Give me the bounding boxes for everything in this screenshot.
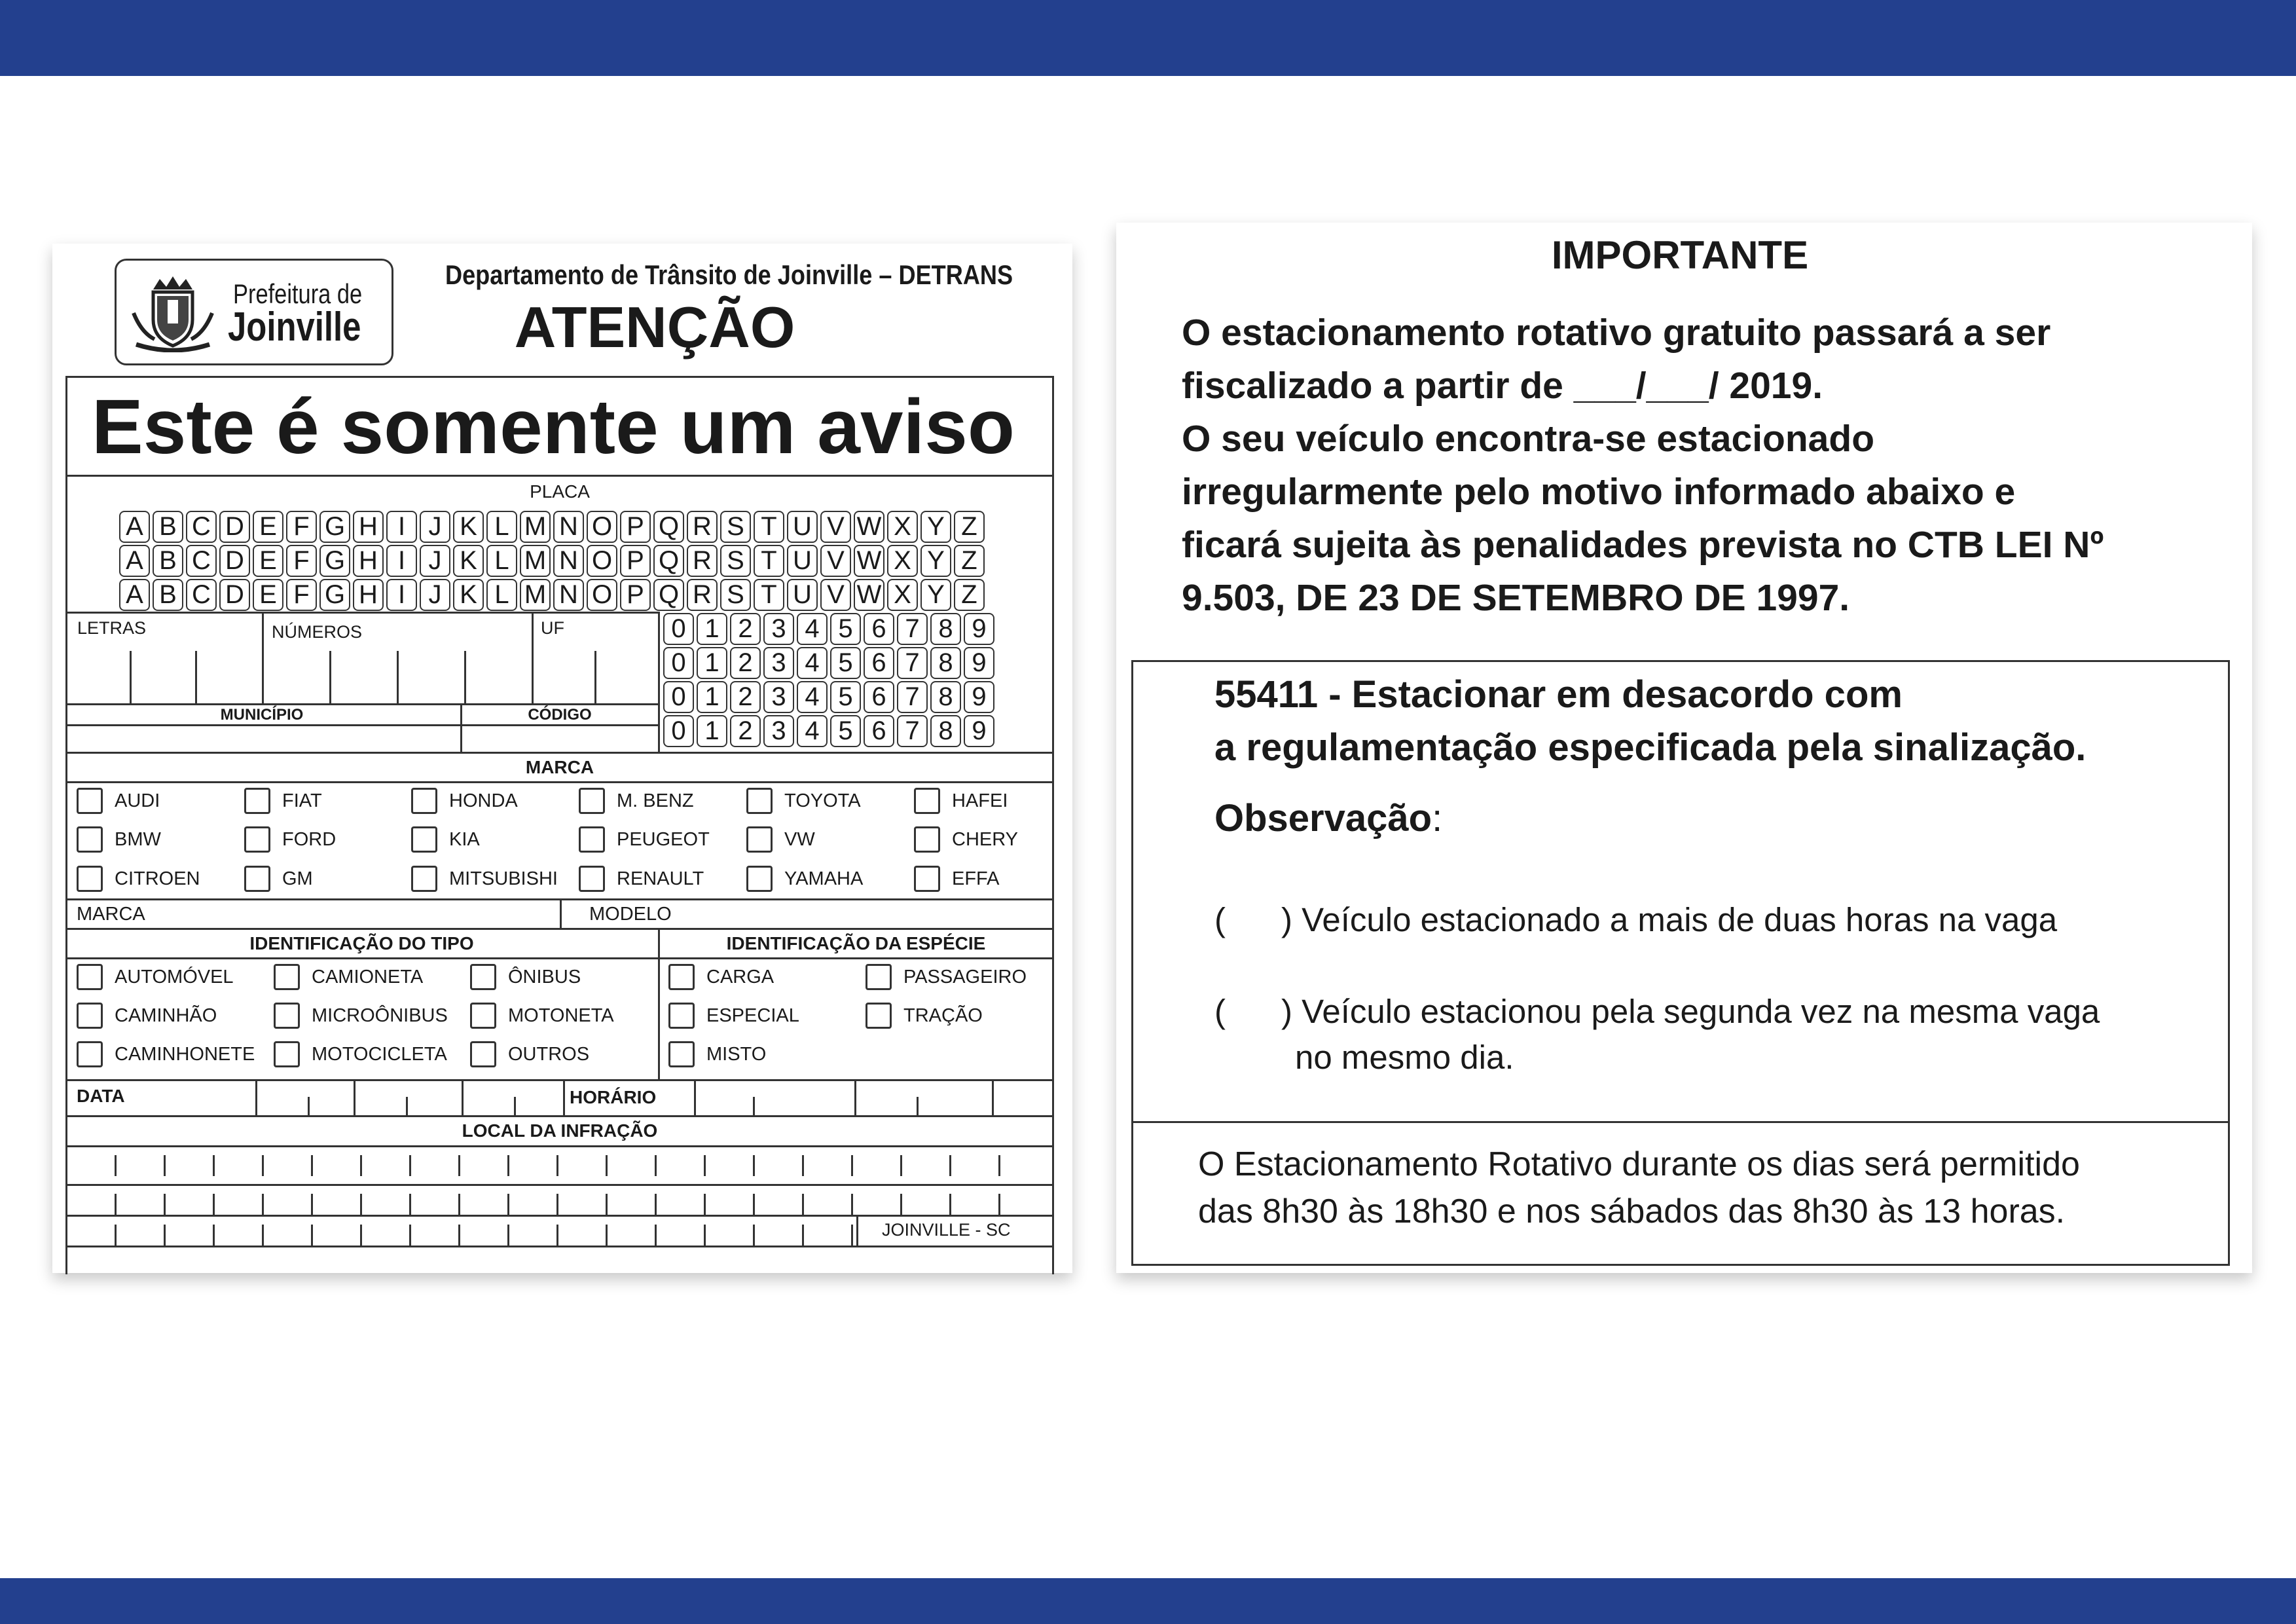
plate-letter-box[interactable]: Q — [653, 579, 684, 611]
brand-label: TOYOTA — [784, 790, 861, 811]
plate-letter-box[interactable]: O — [587, 511, 617, 543]
brand-label: M. BENZ — [617, 790, 694, 811]
plate-letter-box[interactable]: F — [286, 579, 317, 611]
plate-letter-box[interactable]: W — [854, 545, 884, 577]
plate-letter-box[interactable]: I — [386, 579, 417, 611]
plate-letter-box[interactable]: Z — [954, 511, 985, 543]
plate-digit-box[interactable]: 4 — [797, 647, 828, 679]
vehicle-type-label: CAMINHONETE — [115, 1044, 255, 1065]
plate-digit-box[interactable]: 0 — [663, 613, 694, 645]
plate-letter-box[interactable]: U — [787, 579, 818, 611]
plate-letter-box[interactable]: B — [153, 545, 183, 577]
plate-digit-box[interactable]: 3 — [763, 613, 794, 645]
plate-digit-box[interactable]: 2 — [730, 647, 761, 679]
plate-letter-box[interactable]: G — [319, 579, 350, 611]
logo-line1: Prefeitura de — [233, 278, 363, 309]
vehicle-species-label: ESPECIAL — [706, 1005, 799, 1026]
vehicle-species-label: MISTO — [706, 1044, 767, 1065]
plate-digit-box[interactable]: 2 — [730, 613, 761, 645]
vehicle-type-label: MICROÔNIBUS — [312, 1005, 448, 1026]
plate-letter-box[interactable]: D — [219, 511, 250, 543]
info-card — [1116, 223, 2252, 1273]
numbers-label: NÚMEROS — [272, 622, 363, 642]
plate-letter-box[interactable]: C — [186, 511, 217, 543]
plate-digit-box[interactable]: 6 — [864, 715, 894, 747]
plate-letter-box[interactable]: Y — [920, 511, 951, 543]
plate-digit-box[interactable]: 5 — [830, 647, 861, 679]
option-2-line2: no mesmo dia. — [1295, 1039, 1514, 1076]
brand-label: BMW — [115, 829, 161, 850]
plate-letter-box[interactable]: C — [186, 579, 217, 611]
plate-digit-box[interactable]: 9 — [964, 681, 994, 713]
plate-letter-box[interactable]: T — [754, 545, 784, 577]
vehicle-type-label: CAMINHÃO — [115, 1005, 217, 1026]
footer-line-1: O Estacionamento Rotativo durante os dias será permitido — [1198, 1145, 2080, 1183]
plate-letter-box[interactable]: R — [687, 511, 718, 543]
plate-digit-box[interactable]: 8 — [930, 613, 961, 645]
plate-digit-box[interactable]: 4 — [797, 613, 828, 645]
especie-label: IDENTIFICAÇÃO DA ESPÉCIE — [726, 933, 986, 953]
brand-label: EFFA — [952, 868, 1000, 889]
plate-letter-box[interactable]: O — [587, 545, 617, 577]
brand-label: RENAULT — [617, 868, 704, 889]
plate-digit-box[interactable]: 6 — [864, 647, 894, 679]
plate-digit-box[interactable]: 2 — [730, 681, 761, 713]
plate-letter-box[interactable]: Q — [653, 511, 684, 543]
info-line-3: O seu veículo encontra-se estacionado — [1182, 418, 1875, 460]
plate-letter-box[interactable]: Z — [954, 545, 985, 577]
plate-letter-box[interactable]: N — [553, 545, 584, 577]
brand-label: PEUGEOT — [617, 829, 710, 850]
plate-digit-box[interactable]: 5 — [830, 681, 861, 713]
plate-digit-box[interactable]: 7 — [897, 681, 928, 713]
plate-letter-box[interactable]: T — [754, 579, 784, 611]
plate-letter-box[interactable]: E — [253, 545, 283, 577]
brand-label: GM — [282, 868, 313, 889]
brand-label: CITROEN — [115, 868, 200, 889]
plate-letter-box[interactable]: D — [219, 545, 250, 577]
city-label: JOINVILLE - SC — [882, 1220, 1011, 1240]
plate-letter-box[interactable]: X — [887, 511, 918, 543]
plate-letter-box[interactable]: I — [386, 511, 417, 543]
plate-letter-box[interactable]: P — [620, 579, 651, 611]
plate-letter-box[interactable]: B — [153, 511, 183, 543]
plate-digit-box[interactable]: 1 — [697, 613, 727, 645]
plate-letter-box[interactable]: K — [453, 545, 484, 577]
plate-letter-box[interactable]: G — [319, 511, 350, 543]
plate-letter-box[interactable]: O — [587, 579, 617, 611]
plate-digit-box[interactable]: 8 — [930, 647, 961, 679]
plate-digit-box[interactable]: 3 — [763, 647, 794, 679]
brand-label: AUDI — [115, 790, 160, 811]
plate-letter-box[interactable]: Y — [920, 545, 951, 577]
plate-letter-box[interactable]: Q — [653, 545, 684, 577]
brand-label: KIA — [449, 829, 480, 850]
uf-label: UF — [541, 618, 564, 638]
plate-letter-box[interactable]: W — [854, 579, 884, 611]
brand-label: CHERY — [952, 829, 1018, 850]
brand-label: VW — [784, 829, 815, 850]
plate-digit-box[interactable]: 6 — [864, 681, 894, 713]
plate-letter-box[interactable]: L — [486, 545, 517, 577]
plate-letter-box[interactable]: H — [353, 545, 384, 577]
logo-line2: Joinville — [228, 304, 361, 350]
infraction-line-1: 55411 - Estacionar em desacordo com — [1214, 673, 1903, 716]
info-line-2: fiscalizado a partir de ___/___/ 2019. — [1182, 365, 1823, 407]
codigo-label: CÓDIGO — [528, 706, 592, 724]
plate-letter-box[interactable]: U — [787, 545, 818, 577]
brand-label: HONDA — [449, 790, 518, 811]
vehicle-type-label: AUTOMÓVEL — [115, 967, 234, 987]
plate-digit-box[interactable]: 0 — [663, 647, 694, 679]
vehicle-type-label: OUTROS — [508, 1044, 590, 1065]
vehicle-species-label: PASSAGEIRO — [903, 967, 1027, 987]
plate-letter-box[interactable]: H — [353, 511, 384, 543]
plate-letter-box[interactable]: P — [620, 511, 651, 543]
info-line-4: irregularmente pelo motivo informado abaixo e — [1182, 471, 2016, 513]
plate-letter-box[interactable]: P — [620, 545, 651, 577]
info-line-6: 9.503, DE 23 DE SETEMBRO DE 1997. — [1182, 577, 1850, 619]
plate-letter-box[interactable]: F — [286, 545, 317, 577]
local-label: LOCAL DA INFRAÇÃO — [462, 1120, 658, 1141]
plate-letter-box[interactable]: M — [520, 579, 551, 611]
plate-letter-box[interactable]: E — [253, 511, 283, 543]
plate-letter-box[interactable]: U — [787, 511, 818, 543]
plate-letter-box[interactable]: H — [353, 579, 384, 611]
plate-digit-box[interactable]: 7 — [897, 715, 928, 747]
plate-letter-box[interactable]: S — [720, 511, 751, 543]
plate-letter-box[interactable]: Y — [920, 579, 951, 611]
plate-letter-box[interactable]: S — [720, 545, 751, 577]
tipo-label: IDENTIFICAÇÃO DO TIPO — [249, 933, 474, 953]
brand-label: FIAT — [282, 790, 322, 811]
plate-digit-box[interactable]: 6 — [864, 613, 894, 645]
plate-letter-box[interactable]: F — [286, 511, 317, 543]
plate-letter-box[interactable]: A — [119, 579, 150, 611]
option-1: ( ) Veículo estacionado a mais de duas horas na vaga — [1214, 901, 2058, 938]
vehicle-type-label: MOTOCICLETA — [312, 1044, 447, 1065]
vehicle-type-label: MOTONETA — [508, 1005, 614, 1026]
plate-letter-box[interactable]: L — [486, 511, 517, 543]
plate-digit-box[interactable]: 4 — [797, 681, 828, 713]
letters-label: LETRAS — [77, 618, 147, 638]
plate-letter-box[interactable]: K — [453, 579, 484, 611]
modelo-field-label: MODELO — [589, 904, 672, 925]
plate-letter-box[interactable]: J — [420, 511, 450, 543]
plate-letter-box[interactable]: V — [820, 545, 851, 577]
department-title: Departamento de Trânsito de Joinville – DETRANS — [445, 259, 1013, 290]
municipio-label: MUNICÍPIO — [220, 706, 304, 724]
brand-label: HAFEI — [952, 790, 1008, 811]
plate-digit-box[interactable]: 0 — [663, 715, 694, 747]
brand-label: YAMAHA — [784, 868, 864, 889]
plate-digit-box[interactable]: 3 — [763, 715, 794, 747]
plate-letter-box[interactable]: W — [854, 511, 884, 543]
vehicle-species-label: TRAÇÃO — [903, 1005, 983, 1026]
plate-letter-box[interactable]: R — [687, 545, 718, 577]
plate-digit-box[interactable]: 1 — [697, 681, 727, 713]
plate-letter-box[interactable]: I — [386, 545, 417, 577]
brand-label: FORD — [282, 829, 337, 850]
plate-letter-box[interactable]: X — [887, 545, 918, 577]
plate-letter-box[interactable]: Z — [954, 579, 985, 611]
info-line-1: O estacionamento rotativo gratuito passará a ser — [1182, 312, 2051, 354]
plate-digit-box[interactable]: 9 — [964, 647, 994, 679]
plate-letter-box[interactable]: C — [186, 545, 217, 577]
plate-letter-box[interactable]: E — [253, 579, 283, 611]
vehicle-type-label: ÔNIBUS — [508, 967, 581, 987]
plate-digit-box[interactable]: 0 — [663, 681, 694, 713]
observation-label: Observação — [1214, 797, 1432, 840]
plate-digit-box[interactable]: 9 — [964, 715, 994, 747]
plate-digit-box[interactable]: 3 — [763, 681, 794, 713]
plate-letter-box[interactable]: L — [486, 579, 517, 611]
attention-title: ATENÇÃO — [514, 295, 795, 360]
plate-label: PLACA — [530, 481, 590, 502]
plate-letter-box[interactable]: V — [820, 511, 851, 543]
plate-letter-box[interactable]: G — [319, 545, 350, 577]
horario-label: HORÁRIO — [570, 1087, 657, 1107]
plate-digit-box[interactable]: 7 — [897, 647, 928, 679]
plate-letter-box[interactable]: N — [553, 511, 584, 543]
plate-letter-box[interactable]: J — [420, 545, 450, 577]
infraction-line-2: a regulamentação especificada pela sinalização. — [1214, 726, 2086, 769]
plate-digit-box[interactable]: 2 — [730, 715, 761, 747]
plate-letter-box[interactable]: R — [687, 579, 718, 611]
plate-letter-box[interactable]: T — [754, 511, 784, 543]
plate-letter-box[interactable]: K — [453, 511, 484, 543]
vehicle-species-label: CARGA — [706, 967, 774, 987]
plate-digit-box[interactable]: 7 — [897, 613, 928, 645]
plate-letter-box[interactable]: M — [520, 511, 551, 543]
plate-letter-box[interactable]: S — [720, 579, 751, 611]
plate-digit-box[interactable]: 8 — [930, 681, 961, 713]
data-label: DATA — [77, 1086, 125, 1106]
plate-digit-box[interactable]: 4 — [797, 715, 828, 747]
plate-letter-box[interactable]: A — [119, 511, 150, 543]
info-line-5: ficará sujeita às penalidades prevista no CTB LEI Nº — [1182, 524, 2104, 566]
plate-letter-box[interactable]: A — [119, 545, 150, 577]
observation-heading — [1214, 792, 1442, 845]
plate-letter-box[interactable]: M — [520, 545, 551, 577]
marca-label: MARCA — [525, 757, 594, 777]
plate-digit-box[interactable]: 5 — [830, 613, 861, 645]
plate-digit-box[interactable]: 1 — [697, 715, 727, 747]
plate-digit-box[interactable]: 9 — [964, 613, 994, 645]
brand-label: MITSUBISHI — [449, 868, 558, 889]
plate-digit-box[interactable]: 5 — [830, 715, 861, 747]
plate-letter-box[interactable]: J — [420, 579, 450, 611]
plate-letter-box[interactable]: V — [820, 579, 851, 611]
plate-letter-box[interactable]: B — [153, 579, 183, 611]
plate-digit-box[interactable]: 8 — [930, 715, 961, 747]
plate-digit-box[interactable]: 1 — [697, 647, 727, 679]
headline: Este é somente um aviso — [92, 384, 1015, 470]
observation-colon: : — [1432, 797, 1443, 840]
plate-letter-box[interactable]: D — [219, 579, 250, 611]
option-2-line1: ( ) Veículo estacionou pela segunda vez na mesma vaga — [1214, 993, 2100, 1030]
plate-letter-box[interactable]: X — [887, 579, 918, 611]
plate-letter-box[interactable]: N — [553, 579, 584, 611]
important-title: IMPORTANTE — [1551, 233, 1809, 277]
marca-field-label: MARCA — [77, 904, 145, 925]
vehicle-type-label: CAMIONETA — [312, 967, 424, 987]
footer-line-2: das 8h30 às 18h30 e nos sábados das 8h30 às 13 horas. — [1198, 1192, 2066, 1230]
